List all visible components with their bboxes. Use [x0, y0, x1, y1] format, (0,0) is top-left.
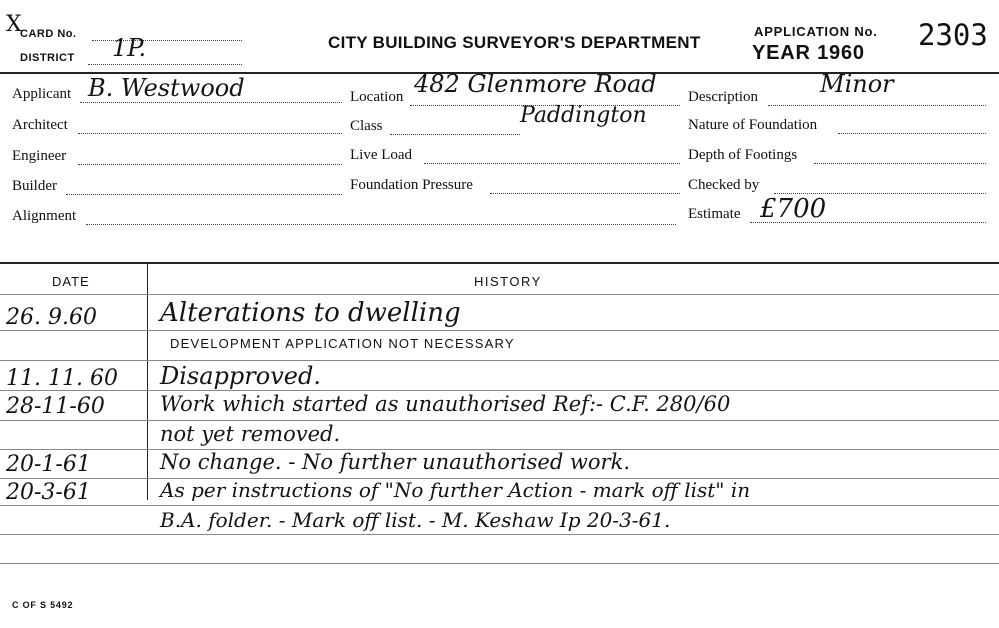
applicant-line	[80, 102, 342, 103]
history-rule	[0, 563, 999, 564]
history-text-3: Work which started as unauthorised Ref:- C.F. 280/60	[160, 392, 731, 416]
history-rule	[0, 534, 999, 535]
alignment-line	[86, 224, 676, 225]
application-no-label: APPLICATION No.	[754, 24, 878, 39]
description-value: Minor	[820, 70, 894, 98]
location-line1: 482 Glenmore Road	[414, 70, 657, 98]
estimate-value: £700	[760, 194, 827, 224]
date-column-divider	[147, 264, 148, 500]
description-label: Description	[688, 89, 758, 105]
foundation-pressure-line	[490, 193, 680, 194]
class-label: Class	[350, 118, 383, 134]
history-date-2: 11. 11. 60	[6, 366, 118, 391]
district-label: DISTRICT	[20, 52, 75, 64]
description-line	[768, 105, 986, 106]
depth-of-footings-label: Depth of Footings	[688, 147, 798, 163]
history-date-4: 20-1-61	[6, 452, 91, 477]
card-no-label: CARD No.	[20, 28, 77, 40]
depth-of-footings-line	[814, 163, 986, 164]
estimate-label: Estimate	[688, 206, 741, 222]
application-number: 2303	[918, 18, 988, 52]
history-stamp: DEVELOPMENT APPLICATION NOT NECESSARY	[170, 336, 515, 351]
history-rule	[0, 330, 999, 331]
history-rule	[0, 505, 999, 506]
location-label: Location	[350, 89, 404, 105]
history-rule	[0, 390, 999, 391]
applicant-value: B. Westwood	[88, 74, 245, 102]
checked-by-label: Checked by	[688, 177, 760, 193]
architect-label: Architect	[12, 117, 68, 133]
history-date-5: 20-3-61	[6, 480, 91, 505]
history-text-2: Disapproved.	[160, 362, 321, 390]
history-text-4: No change. - No further unauthorised work.	[160, 450, 630, 474]
history-date-3: 28-11-60	[6, 394, 105, 419]
history-rule	[0, 420, 999, 421]
applicant-label: Applicant	[12, 86, 72, 102]
history-text-3b: not yet removed.	[160, 422, 341, 446]
architect-line	[78, 133, 342, 134]
history-text-5: As per instructions of "No further Action - mark off list" in	[160, 478, 751, 502]
date-column-header: DATE	[52, 274, 90, 289]
year-label: YEAR 1960	[752, 42, 865, 64]
foundation-pressure-label: Foundation Pressure	[350, 177, 473, 193]
form-code: C OF S 5492	[12, 600, 74, 610]
builder-label: Builder	[12, 178, 57, 194]
history-date-1: 26. 9.60	[6, 305, 97, 330]
history-text-5b: B.A. folder. - Mark off list. - M. Keshaw Ip 20-3-61.	[160, 508, 671, 532]
builder-line	[66, 194, 342, 195]
history-rule	[0, 360, 999, 361]
district-value: 1P.	[112, 34, 147, 62]
alignment-label: Alignment	[12, 208, 77, 224]
live-load-line	[424, 163, 680, 164]
nature-of-foundation-line	[838, 133, 986, 134]
history-top-rule	[0, 262, 999, 264]
engineer-label: Engineer	[12, 148, 67, 164]
card-no-mark: X	[6, 12, 22, 37]
history-rule	[0, 294, 999, 295]
engineer-line	[78, 164, 342, 165]
history-column-header: HISTORY	[474, 274, 542, 289]
district-line	[88, 64, 242, 65]
department-title: CITY BUILDING SURVEYOR'S DEPARTMENT	[328, 33, 701, 52]
history-text-1: Alterations to dwelling	[160, 298, 461, 328]
nature-of-foundation-label: Nature of Foundation	[688, 117, 818, 133]
live-load-label: Live Load	[350, 147, 413, 163]
location-line2: Paddington	[520, 103, 647, 128]
class-line	[390, 134, 520, 135]
